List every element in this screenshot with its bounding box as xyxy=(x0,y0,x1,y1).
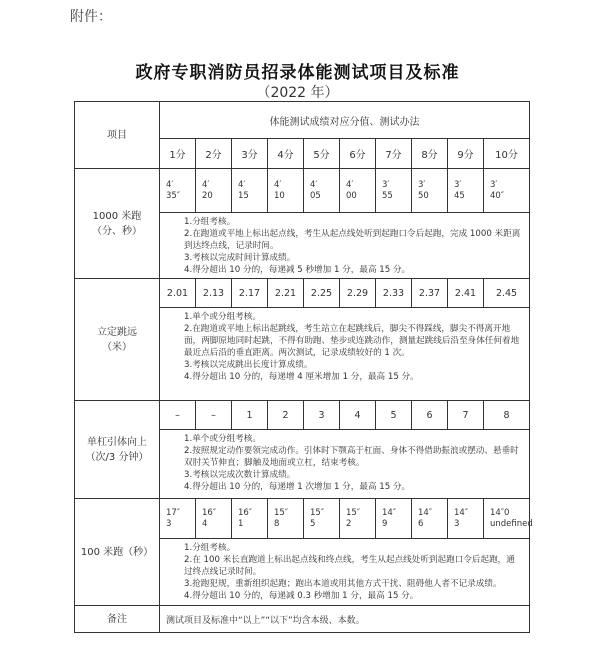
test-method-text xyxy=(160,213,530,279)
method-line: 4.得分超出 10 分的，每递增 4 厘米增加 1 分，最高 15 分。 xyxy=(184,372,419,382)
method-line: 2.在跑道或平地上标出起点线，考生从起点线处听到起跑口令后起跑，完成 1000 米距离到达终点线，记录时间。 xyxy=(184,229,521,251)
standard-value-cell: 2.37 xyxy=(412,279,448,308)
score-header-cell: 9分 xyxy=(448,139,484,169)
standard-value-cell: 3′ 50 xyxy=(412,169,448,213)
method-line: 2.在 100 米长直跑道上标出起点线和终点线，考生从起点线处听到起跑口令后起跑，通过终点线记录时间。 xyxy=(184,555,515,577)
test-method-text xyxy=(160,539,530,606)
method-line: 1.单个或分组考核。 xyxy=(184,312,261,322)
standard-value-cell: 4′ 35″ xyxy=(160,169,196,213)
standard-value-cell: 4 xyxy=(340,401,376,430)
score-header-cell: 3分 xyxy=(232,139,268,169)
method-line: 4.得分超出 10 分的，每递增 1 次增加 1 分，最高 15 分。 xyxy=(184,482,411,492)
standard-value-cell: 4′ 15 xyxy=(232,169,268,213)
method-line: 1.单个或分组考核。 xyxy=(184,434,261,444)
score-header-cell: 8分 xyxy=(412,139,448,169)
value-row xyxy=(75,499,530,539)
standard-value-cell: 4′ 10 xyxy=(268,169,304,213)
standard-value-cell: 14″ 3 xyxy=(448,499,484,539)
method-line: 3.考核以完成次数计算成绩。 xyxy=(184,470,296,480)
method-line: 2.按照规定动作要领完成动作。引体时下颚高于杠面、身体不得借助振浪或摆动、悬垂时双肘关节伸直；脚触及地面或立杠，结束考核。 xyxy=(184,446,519,468)
note-label: 备注 xyxy=(75,606,160,633)
standard-value-cell: 4′ 20 xyxy=(196,169,232,213)
standard-value-cell: 2.25 xyxy=(304,279,340,308)
standard-value-cell: 2.45 xyxy=(484,279,530,308)
note-text: 测试项目及标准中“以上”“以下”均含本级、本数。 xyxy=(160,606,530,633)
method-line: 2.在跑道或平地上标出起跳线，考生站立在起跳线后，脚尖不得踩线，脚尖不得离开地面，两脚原地同时起跳，不得有助跑、垫步或连跳动作，测量起跳线后沿至身体任何着地最近点后沿的垂直距离。两次测试，记录成绩较好的 1 次。 xyxy=(184,324,520,358)
value-row xyxy=(75,169,530,213)
test-method-text xyxy=(160,430,530,499)
standard-value-cell: 6 xyxy=(412,401,448,430)
standard-value-cell: 7 xyxy=(448,401,484,430)
page-title: 政府专职消防员招录体能测试项目及标准 xyxy=(135,63,460,83)
standard-value-cell: 16″ 4 xyxy=(196,499,232,539)
standard-value-cell: 15″ 5 xyxy=(304,499,340,539)
test-method-text xyxy=(160,308,530,401)
standard-value-cell: 14″0 undefined xyxy=(484,499,530,539)
standard-value-cell: 2.29 xyxy=(340,279,376,308)
score-header-cell: 7分 xyxy=(376,139,412,169)
standard-value-cell: 3 xyxy=(304,401,340,430)
standard-value-cell: 2.01 xyxy=(160,279,196,308)
method-line: 1.分组考核。 xyxy=(184,543,236,553)
method-line: 3.考核以完成时间计算成绩。 xyxy=(184,253,296,263)
score-header-cell: 1分 xyxy=(160,139,196,169)
method-line: 3.考核以完成跳出长度计算成绩。 xyxy=(184,360,313,370)
value-row xyxy=(75,279,530,308)
standard-value-cell: 15″ 2 xyxy=(340,499,376,539)
item-header: 项目 xyxy=(75,102,160,169)
standard-value-cell: 14″ 6 xyxy=(412,499,448,539)
standard-value-cell: 3′ 55 xyxy=(376,169,412,213)
score-header-cell: 10分 xyxy=(484,139,530,169)
year-subtitle: （2022 年） xyxy=(256,85,339,101)
standard-value-cell: 8 xyxy=(484,401,530,430)
attachment-label: 附件： xyxy=(70,9,112,25)
standard-value-cell: 2.21 xyxy=(268,279,304,308)
test-item-name: 立定跳远 （米） xyxy=(75,279,160,401)
method-line: 1.分组考核。 xyxy=(184,217,236,227)
standard-value-cell: 2.41 xyxy=(448,279,484,308)
test-item-name: 100 米跑（秒） xyxy=(75,499,160,606)
method-line: 4.得分超出 10 分的，每递减 5 秒增加 1 分，最高 15 分。 xyxy=(184,265,411,275)
score-header-cell: 6分 xyxy=(340,139,376,169)
method-line: 3.抢跑犯规，重新组织起跑；跑出本道或用其他方式干扰、阻碍他人者不记录成绩。 xyxy=(184,579,502,589)
standard-value-cell: 2.13 xyxy=(196,279,232,308)
method-header: 体能测试成绩对应分值、测试办法 xyxy=(160,102,530,139)
standard-value-cell: 3′ 45 xyxy=(448,169,484,213)
score-header-cell: 5分 xyxy=(304,139,340,169)
standard-value-cell: 2.17 xyxy=(232,279,268,308)
standard-value-cell: – xyxy=(160,401,196,430)
standard-value-cell: 1 xyxy=(232,401,268,430)
standard-value-cell: 2 xyxy=(268,401,304,430)
standard-value-cell: 5 xyxy=(376,401,412,430)
test-item-name: 1000 米跑 （分、秒） xyxy=(75,169,160,279)
standard-value-cell: 4′ 05 xyxy=(304,169,340,213)
score-header-cell: 2分 xyxy=(196,139,232,169)
test-item-name: 单杠引体向上 （次/3 分钟） xyxy=(75,401,160,499)
score-header-cell: 4分 xyxy=(268,139,304,169)
standard-value-cell: 15″ 8 xyxy=(268,499,304,539)
method-line: 4.得分超出 10 分的，每递减 0.3 秒增加 1 分，最高 15 分。 xyxy=(184,591,419,601)
standard-value-cell: 14″ 9 xyxy=(376,499,412,539)
standard-value-cell: 3′ 40″ xyxy=(484,169,530,213)
note-row xyxy=(75,606,530,633)
standards-table xyxy=(74,101,533,633)
standard-value-cell: 2.33 xyxy=(376,279,412,308)
standard-value-cell: – xyxy=(196,401,232,430)
standard-value-cell: 4′ 00 xyxy=(340,169,376,213)
standard-value-cell: 17″ 3 xyxy=(160,499,196,539)
standard-value-cell: 16″ 1 xyxy=(232,499,268,539)
value-row xyxy=(75,401,530,430)
